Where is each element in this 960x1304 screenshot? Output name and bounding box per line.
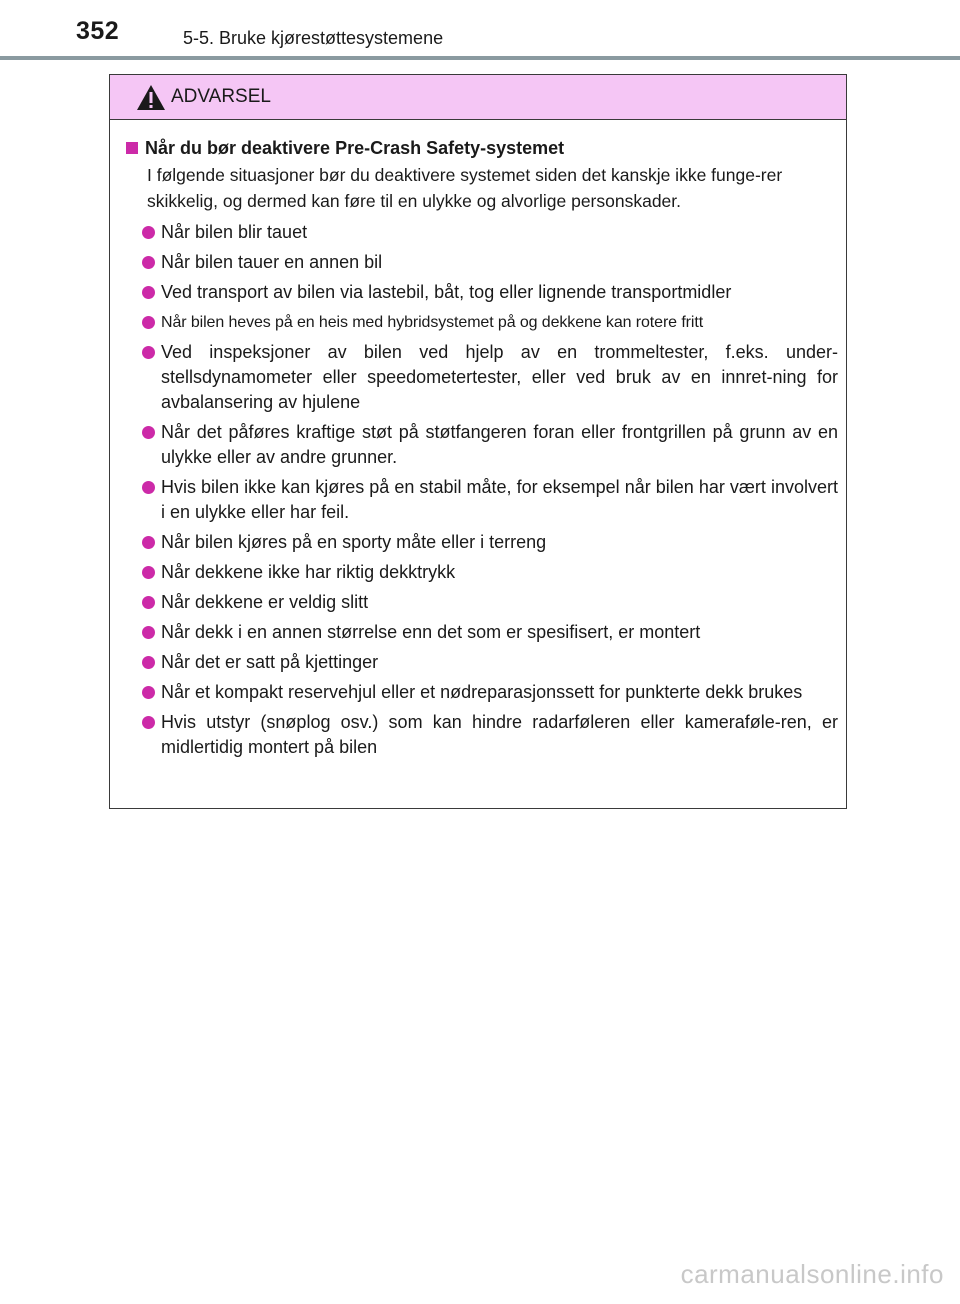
list-item <box>126 650 838 675</box>
list-item <box>126 250 838 275</box>
bullet-dot-icon <box>142 566 155 579</box>
page-number: 352 <box>76 17 120 45</box>
list-item-text: Når det er satt på kjettinger <box>161 652 379 672</box>
list-item-text: Når bilen blir tauet <box>161 222 308 242</box>
watermark-text: carmanualsonline.info <box>680 1259 944 1289</box>
list-item-text: Når dekkene ikke har riktig dekktrykk <box>161 562 456 582</box>
list-item <box>126 420 838 470</box>
square-bullet-icon <box>126 142 138 154</box>
list-item <box>126 220 838 245</box>
list-item <box>126 710 838 760</box>
list-item <box>126 560 838 585</box>
list-item-text: Ved transport av bilen via lastebil, båt, tog eller lignende transportmidler <box>161 282 732 302</box>
bullet-list <box>126 220 838 760</box>
list-item-text: Når bilen kjøres på en sporty måte eller i terreng <box>161 532 547 552</box>
list-item <box>126 340 838 415</box>
warning-label: ADVARSEL <box>171 86 271 107</box>
warning-header <box>110 75 846 120</box>
bullet-dot-icon <box>142 481 155 494</box>
bullet-dot-icon <box>142 346 155 359</box>
list-item-text: Når det påføres kraftige støt på støtfangeren foran eller frontgrillen på grunn av en ulykke eller av andre grunner. <box>161 422 838 467</box>
list-item <box>126 280 838 305</box>
bullet-dot-icon <box>142 286 155 299</box>
warning-body <box>110 120 846 760</box>
list-item <box>126 590 838 615</box>
section-title: 5-5. Bruke kjørestøttesystemene <box>183 28 444 48</box>
list-item-text: Ved inspeksjoner av bilen ved hjelp av en trommeltester, f.eks. under-stellsdynamometer eller speedometertester, eller ved bruk av en innret-ning for avbalansering av hjulene <box>161 342 838 412</box>
warning-box <box>109 74 847 809</box>
page-header <box>0 0 960 60</box>
list-item <box>126 680 838 705</box>
list-item-text: Når dekkene er veldig slitt <box>161 592 369 612</box>
bullet-dot-icon <box>142 536 155 549</box>
bullet-dot-icon <box>142 316 155 329</box>
bullet-dot-icon <box>142 596 155 609</box>
warning-heading-row <box>126 136 838 160</box>
list-item-text: Når dekk i en annen størrelse enn det som er spesifisert, er montert <box>161 622 701 642</box>
list-item <box>126 620 838 645</box>
bullet-dot-icon <box>142 226 155 239</box>
list-item-text: Når bilen tauer en annen bil <box>161 252 383 272</box>
list-item-text: Hvis utstyr (snøplog osv.) som kan hindre radarføleren eller kameraføle-ren, er midlertidig montert på bilen <box>161 712 838 757</box>
list-item-text: Når bilen heves på en heis med hybridsystemet på og dekkene kan rotere fritt <box>161 314 704 331</box>
list-item <box>126 310 838 335</box>
bullet-dot-icon <box>142 716 155 729</box>
warning-heading: Når du bør deaktivere Pre-Crash Safety-systemet <box>145 138 565 158</box>
warning-intro: I følgende situasjoner bør du deaktivere systemet siden det kanskje ikke funge-rer skikkelig, og dermed kan føre til en ulykke og alvorlige personskader. <box>147 165 783 211</box>
bullet-dot-icon <box>142 686 155 699</box>
list-item <box>126 475 838 525</box>
list-item-text: Når et kompakt reservehjul eller et nødreparasjonssett for punkterte dekk brukes <box>161 682 803 702</box>
header-divider <box>0 56 960 60</box>
list-item <box>126 530 838 555</box>
warning-triangle-icon <box>136 84 166 111</box>
bullet-dot-icon <box>142 656 155 669</box>
list-item-text: Hvis bilen ikke kan kjøres på en stabil måte, for eksempel når bilen har vært involvert i en ulykke eller har feil. <box>161 477 838 522</box>
bullet-dot-icon <box>142 256 155 269</box>
bullet-dot-icon <box>142 626 155 639</box>
bullet-dot-icon <box>142 426 155 439</box>
